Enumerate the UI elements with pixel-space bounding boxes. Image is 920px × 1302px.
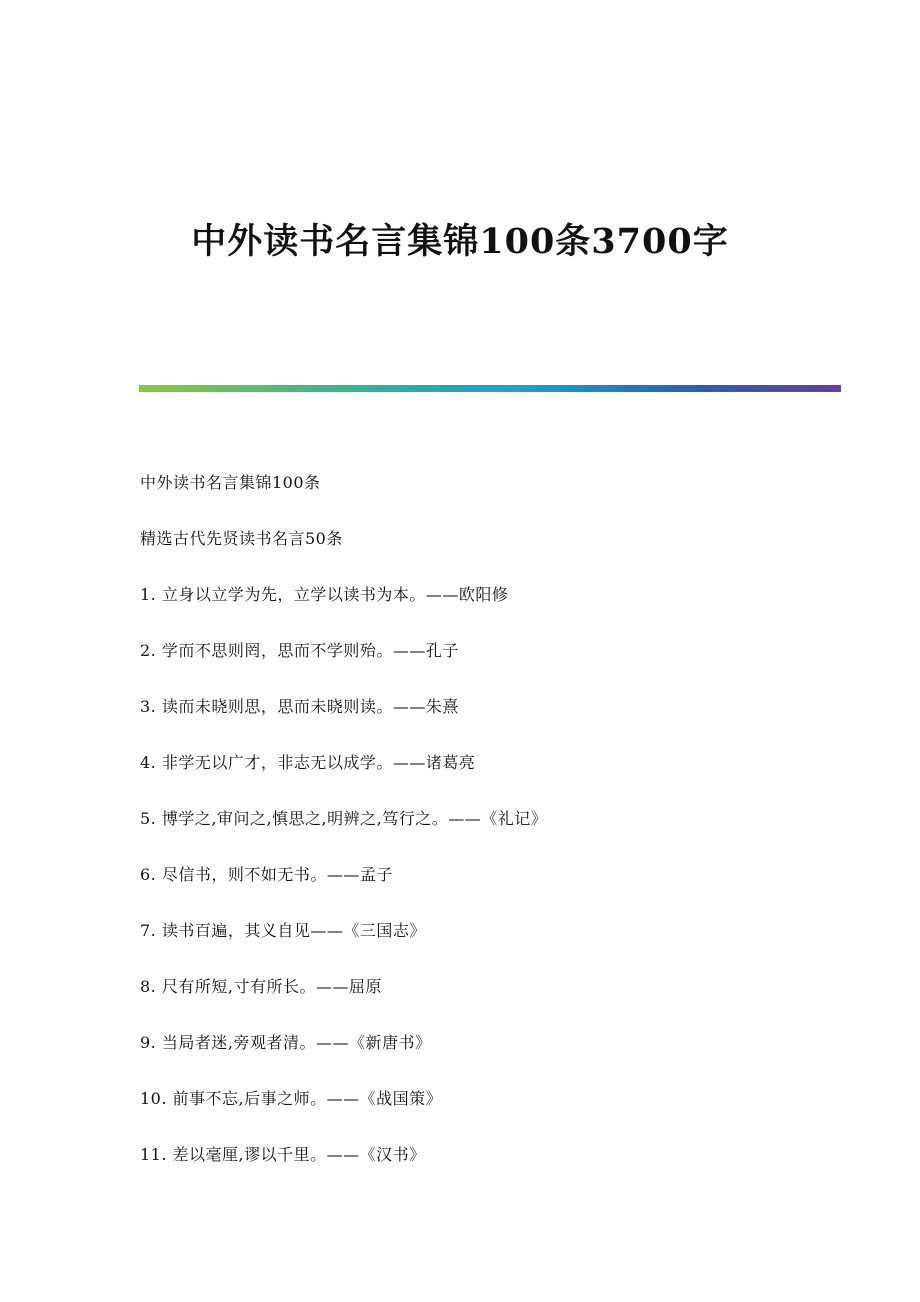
quote-item: 1. 立身以立学为先，立学以读书为本。——欧阳修 — [140, 585, 509, 604]
quote-list — [140, 471, 840, 1199]
quote-item: 2. 学而不思则罔，思而不学则殆。——孔子 — [140, 641, 459, 660]
quote-item: 7. 读书百遍，其义自见——《三国志》 — [140, 921, 426, 940]
document-title: 中外读书名言集锦100条3700字 — [191, 221, 729, 262]
quote-item: 10. 前事不忘,后事之师。——《战国策》 — [140, 1089, 443, 1108]
quote-item: 4. 非学无以广才，非志无以成学。——诸葛亮 — [140, 753, 476, 772]
quote-item: 3. 读而未晓则思，思而未晓则读。——朱熹 — [140, 697, 459, 716]
quote-item: 5. 博学之,审问之,慎思之,明辨之,笃行之。——《礼记》 — [140, 809, 548, 828]
section-heading: 中外读书名言集锦100条 — [140, 473, 321, 492]
quote-item: 6. 尽信书，则不如无书。——孟子 — [140, 865, 393, 884]
subsection-heading: 精选古代先贤读书名言50条 — [140, 529, 343, 548]
quote-item: 11. 差以毫厘,谬以千里。——《汉书》 — [140, 1145, 426, 1164]
gradient-divider — [139, 385, 841, 392]
quote-item: 8. 尺有所短,寸有所长。——屈原 — [140, 977, 382, 996]
quote-item: 9. 当局者迷,旁观者清。——《新唐书》 — [140, 1033, 432, 1052]
